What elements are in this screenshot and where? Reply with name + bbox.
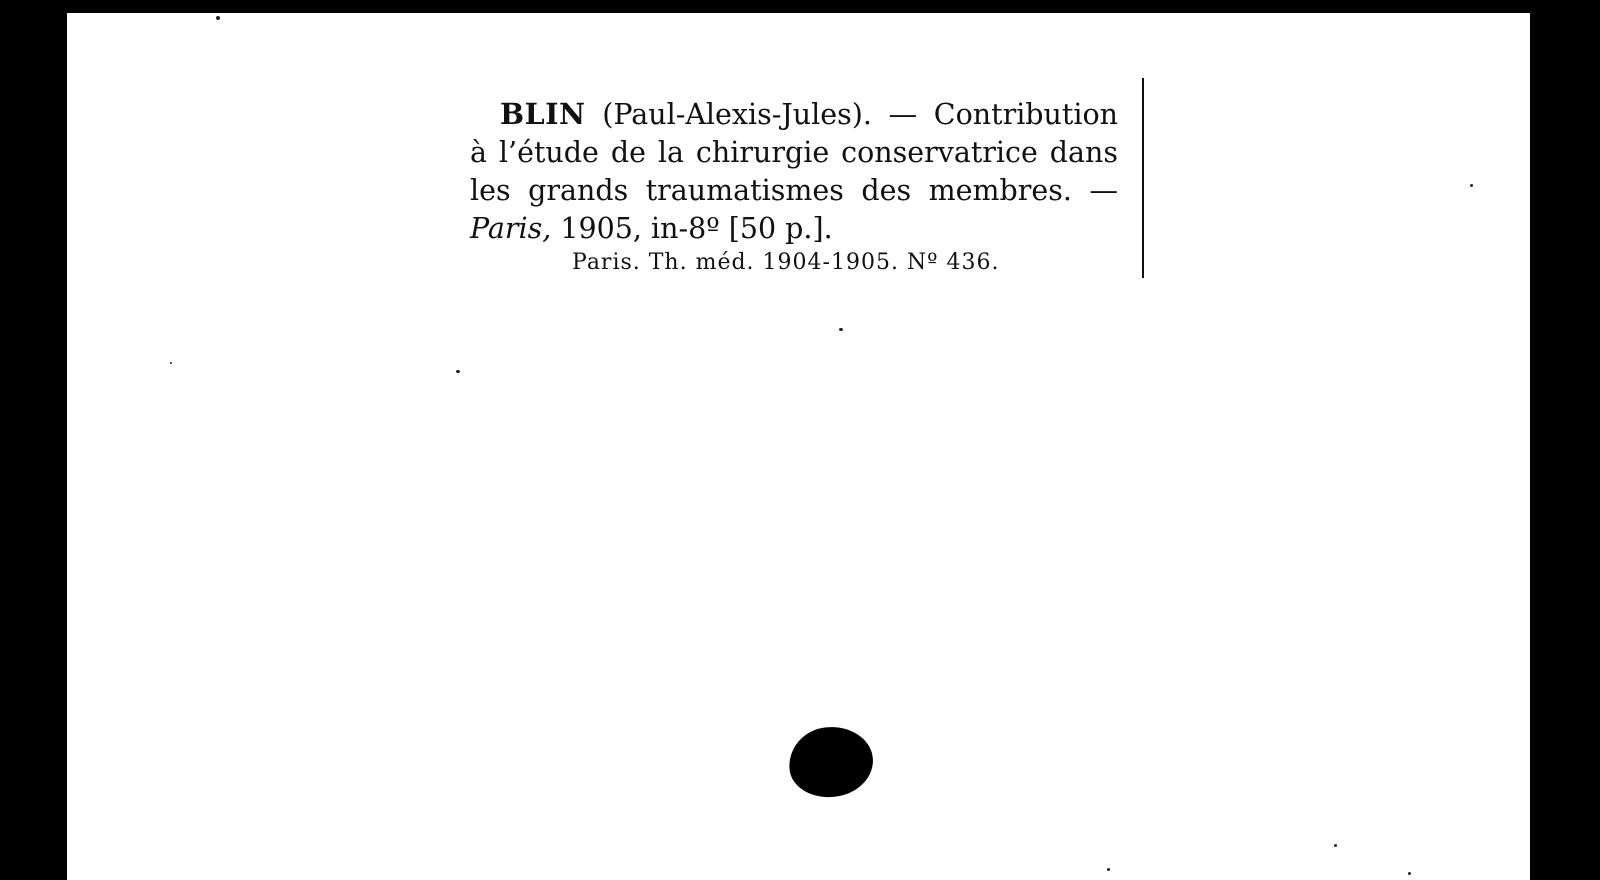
author-name: BLIN bbox=[500, 97, 586, 131]
scan-speck bbox=[456, 370, 460, 373]
scan-speck bbox=[216, 16, 220, 20]
scan-speck bbox=[1408, 872, 1411, 875]
scan-speck bbox=[1334, 844, 1337, 847]
margin-rule bbox=[1142, 78, 1144, 278]
scan-speck bbox=[1470, 184, 1473, 187]
entry-line-4 bbox=[470, 210, 1118, 248]
scan-speck bbox=[839, 328, 843, 331]
scan-top-edge bbox=[67, 0, 1530, 6]
scan-speck bbox=[170, 362, 172, 364]
thesis-note: Paris. Th. méd. 1904-1905. Nº 436. bbox=[572, 250, 1000, 275]
bibliographic-entry bbox=[470, 95, 1118, 248]
author-full-name-and-title-start: (Paul-Alexis-Jules). — Contribution bbox=[602, 98, 1118, 131]
entry-line-1 bbox=[470, 95, 1118, 134]
entry-line-2: à l’étude de la chirurgie conservatrice dans bbox=[470, 136, 1118, 169]
entry-line-3: les grands traumatismes des membres. — bbox=[470, 174, 1118, 207]
publication-place: Paris, bbox=[470, 212, 552, 245]
scan-speck bbox=[1107, 868, 1110, 871]
publication-details: 1905, in-8º [50 p.]. bbox=[560, 212, 833, 245]
